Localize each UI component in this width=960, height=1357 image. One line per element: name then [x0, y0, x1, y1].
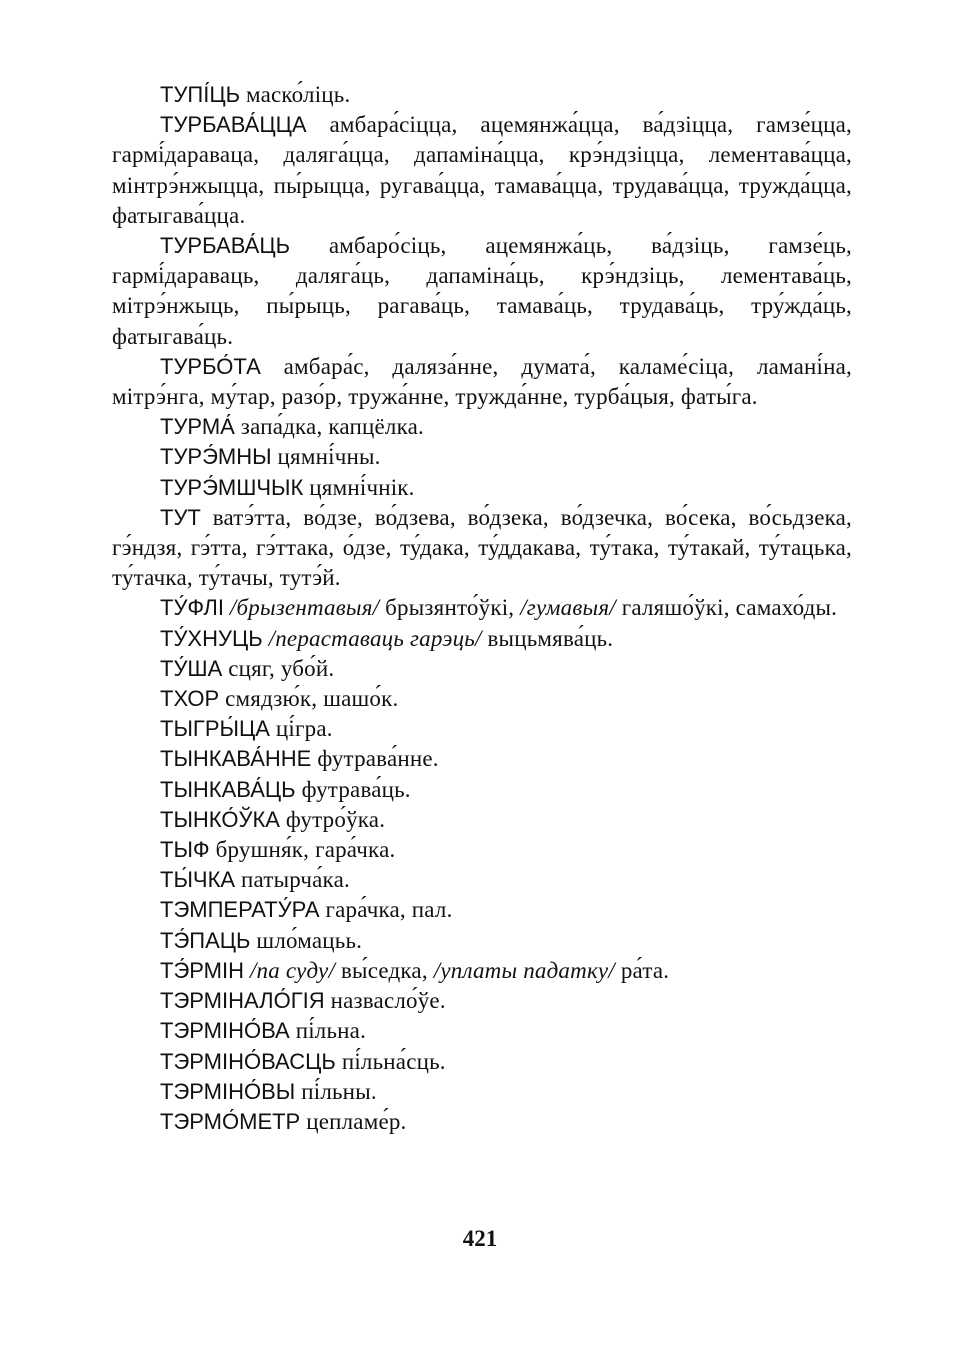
entry-terminovy	[112, 1077, 852, 1107]
entry-tynkouka	[112, 805, 852, 835]
synonyms: галяшо́ўкі, самахо́ды.	[615, 595, 838, 621]
synonyms: запа́дка, капцёлка.	[240, 414, 424, 440]
entry-tynkavanne	[112, 744, 852, 774]
headword: ТУРБО́ТА	[160, 353, 261, 379]
synonyms: футрава́ць.	[301, 776, 411, 802]
headword: ТУРЭ́МШЧЫК	[160, 474, 304, 500]
headword: ТЫНКО́ЎКА	[160, 806, 280, 832]
entry-tynkavats	[112, 775, 852, 805]
headword: ТЭРМІНО́ВА	[160, 1018, 290, 1044]
synonyms: маско́ліць.	[246, 82, 351, 107]
entry-turbavatstsa	[112, 110, 852, 231]
synonyms: амбаро́сіць, ацемянжа́ць, ва́дзіць, гамзе́ць, гармі́дараваць, даляга́ць, дапаміна́ць, крэ́ндзіць, лементава́ць, мітрэ́нжыць, пы́рыць, рагава́ць, тамава́ць, трудава́ць, тру́жда́ць, фатыгава́ць.	[112, 233, 853, 349]
synonyms: цепламе́р.	[306, 1108, 407, 1134]
headword: ТЭМПЕРАТУ́РА	[160, 897, 320, 923]
entry-termometr	[112, 1107, 852, 1137]
entry-termin	[112, 956, 852, 986]
headword: ТУПІ́ЦЬ	[160, 82, 241, 107]
headword: ТУРБАВА́ЦЬ	[160, 233, 291, 259]
synonyms: пі́льна́сць.	[341, 1048, 446, 1074]
synonyms: цямні́чнік.	[309, 474, 415, 500]
entry-terminovasts	[112, 1047, 852, 1077]
entry-terminova	[112, 1016, 852, 1046]
headword: ТУРМА́	[160, 414, 235, 440]
headword: ТЭРМІНО́ВАСЦЬ	[160, 1048, 336, 1074]
synonyms: амбара́с, даляза́нне, думата́, каламе́сіца, ламані́на, мітрэ́нга, му́тар, разо́р, тружа́нне, тружда́нне, турба́цыя, фаты́га.	[112, 353, 853, 410]
headword: ТЫ́ЧКА	[160, 867, 236, 893]
entry-tusha	[112, 654, 852, 684]
headword: ТУРЭ́МНЫ	[160, 444, 272, 470]
usage-gloss: /гумавыя/	[520, 595, 616, 621]
headword: ТУТ	[160, 504, 201, 530]
entry-tut	[112, 503, 852, 594]
entry-tukhnuts	[112, 624, 852, 654]
headword: ТЫНКАВА́ННЕ	[160, 746, 312, 772]
usage-gloss: /па суду/	[249, 957, 336, 983]
headword: ТЭРМО́МЕТР	[160, 1108, 301, 1134]
headword: ТЭРМІНО́ВЫ	[160, 1078, 296, 1104]
synonyms: футрава́нне.	[317, 746, 439, 772]
synonyms: ці́гра.	[275, 716, 333, 742]
usage-gloss: /пераставаць гарэць/	[268, 625, 482, 651]
synonyms: цямні́чны.	[277, 444, 381, 470]
synonyms: ватэ́тта, во́дзе, во́дзева, во́дзека, во́дзечка, во́сека, во́сьдзека, гэ́ндзя, гэ́тта, гэ́ттака, о́дзе, ту́дака, ту́ддакава, ту́така, ту́такай, ту́тацька, ту́тачка, ту́тачы, тутэ́й.	[112, 504, 853, 591]
synonyms: смядзю́к, шашо́к.	[225, 686, 399, 712]
headword: ТУ́ХНУЦЬ	[160, 625, 263, 651]
entry-turemshchyk	[112, 473, 852, 503]
usage-gloss: /брызентавыя/	[229, 595, 380, 621]
dictionary-page	[112, 80, 852, 1137]
headword: ТЫГРЫ́ЦА	[160, 716, 270, 742]
headword: ТЫНКАВА́ЦЬ	[160, 776, 296, 802]
headword: ТУ́ФЛІ	[160, 595, 224, 621]
entry-tyf	[112, 835, 852, 865]
synonyms: назвасло́ўе.	[330, 988, 446, 1014]
synonyms: пі́льна.	[295, 1018, 367, 1044]
synonyms: шло́мацьь.	[256, 927, 363, 953]
synonyms: сцяг, убо́й.	[228, 655, 335, 681]
entry-tufli	[112, 593, 852, 623]
headword: ТУ́ША	[160, 655, 223, 681]
synonyms: ра́та.	[614, 957, 670, 983]
headword: ТЭРМІНАЛО́ГІЯ	[160, 988, 325, 1014]
entry-turemny	[112, 442, 852, 472]
entry-turbavats	[112, 231, 852, 352]
synonyms: футро́ўка.	[285, 806, 386, 832]
synonyms: выцьмява́ць.	[481, 625, 614, 651]
headword: ТЭ́ПАЦЬ	[160, 927, 251, 953]
entry-turma	[112, 412, 852, 442]
synonyms: пі́льны.	[301, 1078, 377, 1104]
synonyms: амбара́сіцца, ацемянжа́цца, ва́дзіцца, гамзе́цца, гармі́дараваца, даляга́цца, дапаміна́цца, крэ́ндзіцца, лементава́цца, мінтрэ́нжыцца, пы́рыцца, ругава́цца, тамава́цца, трудава́цца, тружда́цца, фатыгава́цца.	[112, 112, 853, 228]
synonyms: вы́седка,	[335, 957, 434, 983]
usage-gloss: /уплаты падатку/	[433, 957, 615, 983]
headword: ТХОР	[160, 686, 220, 712]
entry-turbota	[112, 352, 852, 412]
synonyms: брушня́к, гара́чка.	[215, 837, 396, 863]
entry-tupits	[112, 80, 852, 110]
headword: ТЫФ	[160, 837, 210, 863]
headword: ТУРБАВА́ЦЦА	[160, 112, 307, 138]
synonyms: брызянто́ўкі,	[379, 595, 521, 621]
entry-tygrytsa	[112, 714, 852, 744]
page-number: 421	[462, 1226, 498, 1251]
headword: ТЭ́РМІН	[160, 957, 245, 983]
synonyms: гара́чка, пал.	[325, 897, 453, 923]
entry-terminalogiya	[112, 986, 852, 1016]
entry-tkhor	[112, 684, 852, 714]
entry-temperatura	[112, 895, 852, 925]
synonyms: патырча́ка.	[241, 867, 350, 893]
entry-tychka	[112, 865, 852, 895]
entry-tepats	[112, 926, 852, 956]
